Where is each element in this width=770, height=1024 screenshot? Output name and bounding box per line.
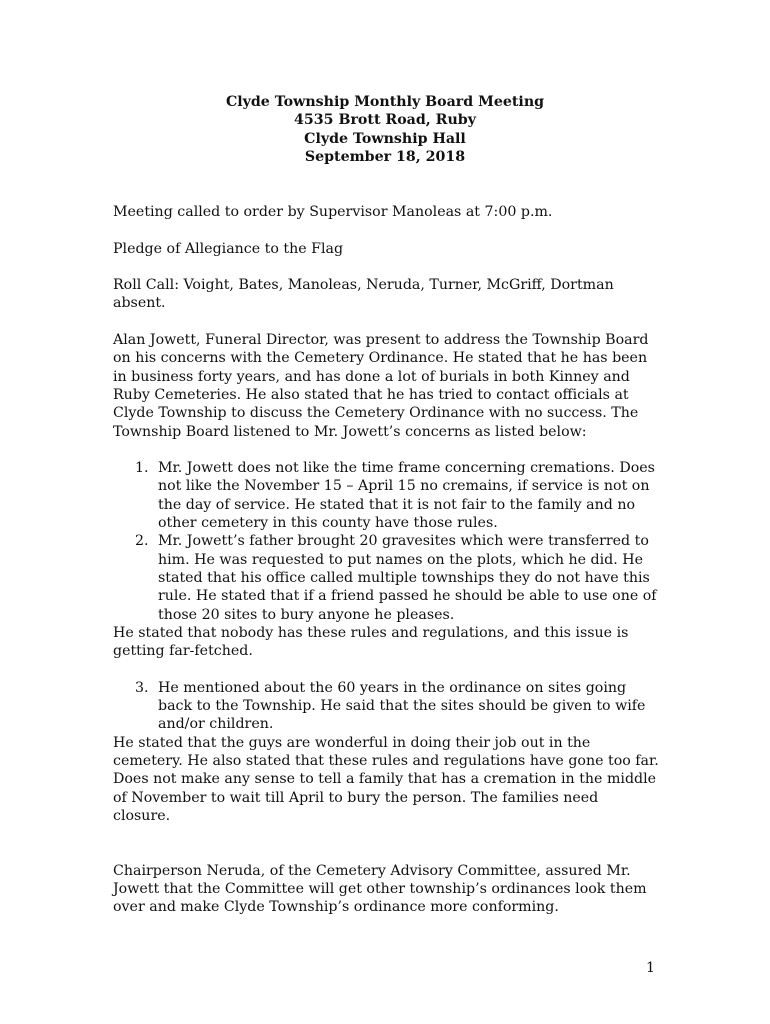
meeting-header [113,93,657,167]
roll-call-paragraph: Roll Call: Voight, Bates, Manoleas, Neruda, Turner, McGriff, Dortman absent. [113,277,614,312]
list-item-text: He mentioned about the 60 years in the ordinance on sites going back to the Township. He said that the sites should be given to wife and/or children. [158,679,646,733]
meeting-title: Clyde Township Monthly Board Meeting [225,94,545,110]
list-item-number: 2. [135,533,149,550]
list-item [135,459,659,532]
list-item [135,532,659,623]
concerns-list-a [113,459,659,624]
guys-wonderful-paragraph: He stated that the guys are wonderful in doing their job out in the cemetery. He also stated that these rules and regulations have gone too far. Does not make any sense to tell a family that has a cremation in the middle of November to wait till April to bury the person. The families need closure. [113,734,659,824]
neruda-paragraph: Chairperson Neruda, of the Cemetery Advisory Committee, assured Mr. Jowett that the Committee will get other township’s ordinances look them over and make Clyde Township’s ordinance more conforming. [113,862,647,916]
concerns-list-b [113,679,659,734]
list-item-number: 1. [135,460,149,477]
list-item-text: Mr. Jowett’s father brought 20 gravesites which were transferred to him. He was requested to put names on the plots, which he did. He stated that his office called multiple townships they do not have this rule. He stated that if a friend passed he should be able to use one of those 20 sites to bury anyone he pleases. [158,533,657,623]
meeting-location: Clyde Township Hall [304,130,466,147]
nobody-rules-paragraph: He stated that nobody has these rules and regulations, and this issue is getting far-fetched. [113,624,629,660]
pledge-paragraph: Pledge of Allegiance to the Flag [113,240,344,257]
list-item [135,679,659,734]
page-number: 1 [646,960,656,976]
list-item-text: Mr. Jowett does not like the time frame concerning cremations. Does not like the November 15 – April 15 no cremains, if service is not on the day of service. He stated that it is not fair to the family and no other cemetery in this county have those rules. [158,460,655,532]
call-to-order-paragraph: Meeting called to order by Supervisor Manoleas at 7:00 p.m. [113,204,553,220]
meeting-date: September 18, 2018 [304,149,466,166]
jowett-intro-paragraph: Alan Jowett, Funeral Director, was present to address the Township Board on his concerns with the Cemetery Ordinance. He stated that he has been in business forty years, and has done a lot of burials in both Kinney and Ruby Cemeteries. He also stated that he has tried to contact officials at Clyde Township to discuss the Cemetery Ordinance with no success. The Township Board listened to Mr. Jowett’s concerns as listed below: [113,332,649,440]
list-item-number: 3. [135,679,149,696]
meeting-address: 4535 Brott Road, Ruby [294,112,476,129]
minutes-body [113,203,659,917]
